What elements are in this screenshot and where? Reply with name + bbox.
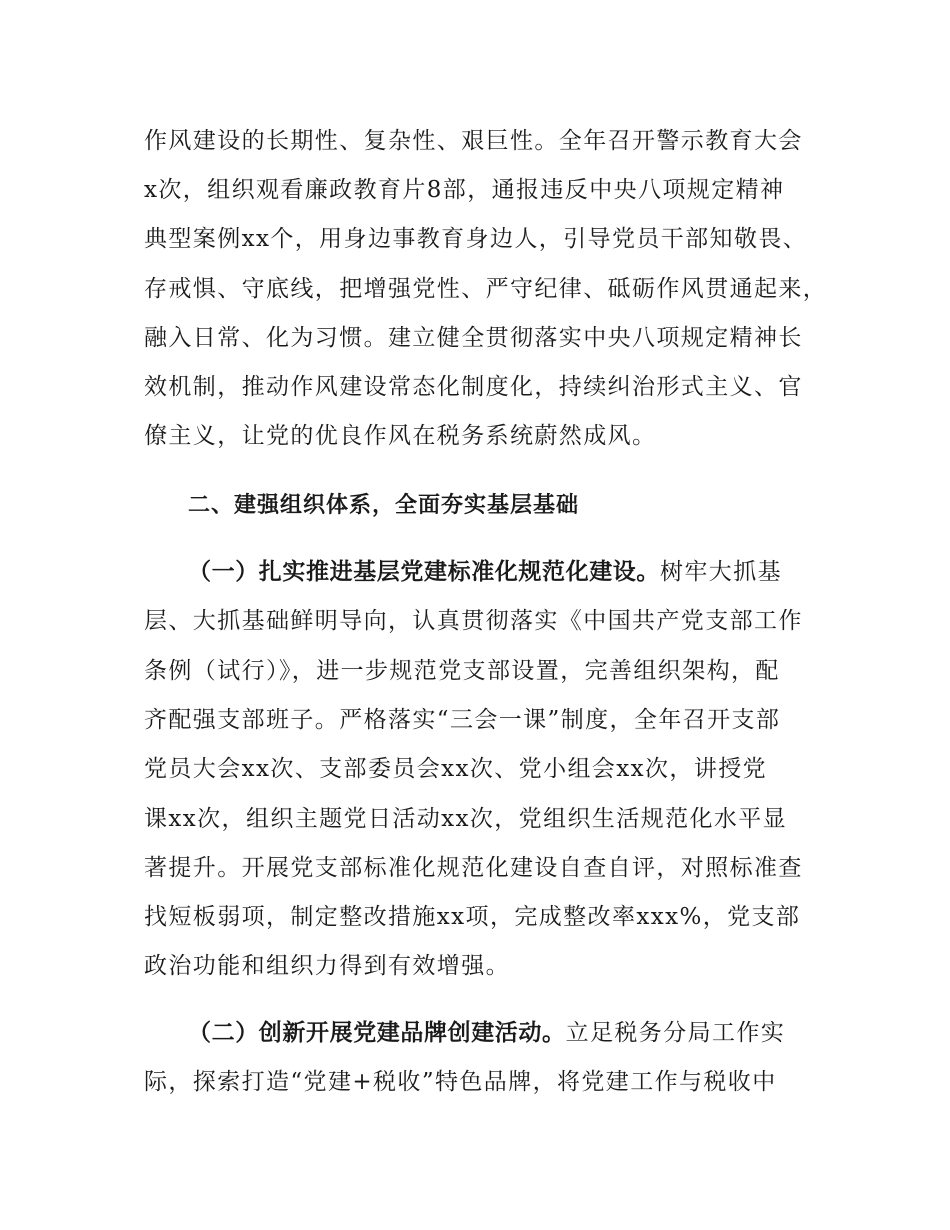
subsection-title: （二）创新开展党建品牌创建活动。 — [188, 1020, 566, 1046]
paragraph-line: 找短板弱项，制定整改措施xx项，完成整改率xxx%，党支部 — [144, 904, 801, 930]
paragraph-line: 效机制，推动作风建设常态化制度化，持续纠治形式主义、官 — [144, 374, 803, 400]
paragraph-line: 僚主义，让党的优良作风在税务系统蔚然成风。 — [144, 423, 657, 449]
paragraph-line: x次，组织观看廉政教育片8部，通报违反中央八项规定精神 — [144, 177, 785, 203]
subsection-title: （一）扎实推进基层党建标准化规范化建设。 — [188, 559, 660, 585]
paragraph-line: 政治功能和组织力得到有效增强。 — [144, 953, 510, 979]
paragraph-line: 典型案例xx个，用身边事教育身边人，引导党员干部知敬畏、 — [144, 226, 808, 252]
paragraph-line: 条例（试行）》，进一步规范党支部设置，完善组织架构，配 — [144, 658, 780, 684]
paragraph-line: 融入日常、化为习惯。建立健全贯彻落实中央八项规定精神长 — [144, 325, 803, 351]
paragraph-first-line — [188, 557, 828, 587]
paragraph-line: 课xx次，组织主题党日活动xx次，党组织生活规范化水平显 — [144, 806, 788, 832]
section-heading: 二、建强组织体系，全面夯实基层基础 — [188, 493, 580, 518]
paragraph-text: 树牢大抓基 — [660, 559, 782, 585]
paragraph-line: 际，探索打造“党建+税收”特色品牌，将党建工作与税收中 — [144, 1069, 777, 1095]
paragraph-line: 作风建设的长期性、复杂性、艰巨性。全年召开警示教育大会 — [144, 128, 803, 154]
paragraph-text: 立足税务分局工作实 — [565, 1020, 786, 1046]
paragraph-line: 著提升。开展党支部标准化规范化建设自查自评，对照标准查 — [144, 855, 803, 881]
paragraph-line: 层、大抓基础鲜明导向，认真贯彻落实《中国共产党支部工作 — [144, 608, 803, 634]
paragraph-line: 齐配强支部班子。严格落实“三会一课”制度，全年召开支部 — [144, 707, 781, 733]
paragraph-line: 党员大会xx次、支部委员会xx次、党小组会xx次，讲授党 — [144, 756, 768, 782]
paragraph-line: 存戒惧、守底线，把增强党性、严守纪律、砥砺作风贯通起来， — [144, 276, 828, 302]
paragraph-first-line — [188, 1018, 828, 1048]
